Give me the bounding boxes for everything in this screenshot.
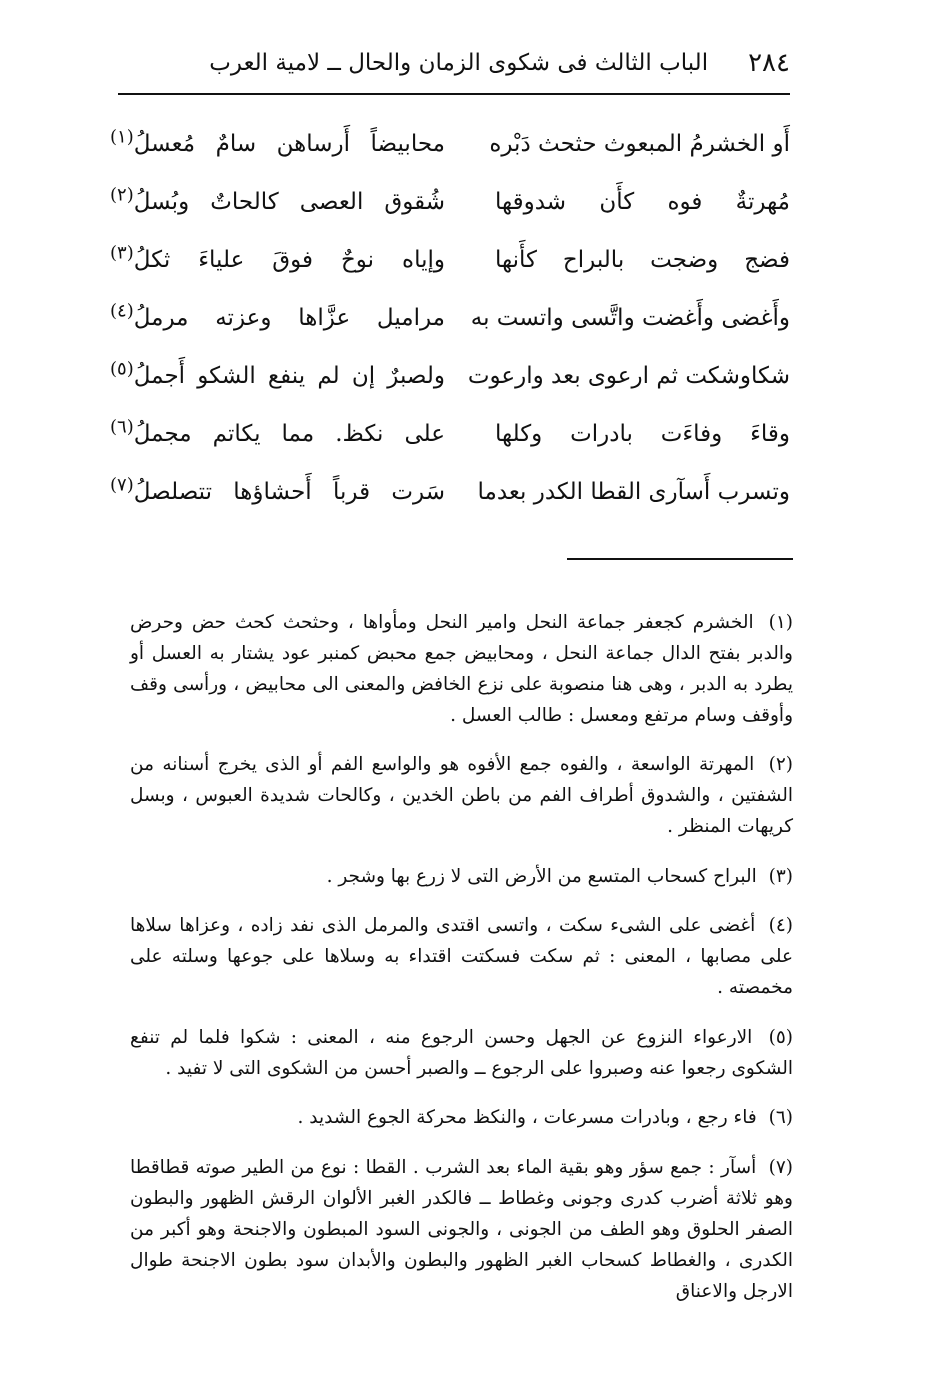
footnote-number: (٦) (768, 1107, 793, 1128)
page-number: ٢٨٤ (748, 48, 790, 78)
verse (110, 115, 790, 173)
footnote-text: الارعواء النزوع عن الجهل وحسن الرجوع منه ، المعنى : شكوا فلما لم تنفع الشكوى رجعوا عنه وصبروا على الرجوع ــ والصبر أحسن من الشكوى التى لا تفيد . (130, 1026, 793, 1079)
verse (110, 289, 790, 347)
verse-first-hemistich: وتسرب أَسآرى القطا الكدر بعدما (477, 479, 790, 505)
verse-second-hemistich-text: شُقوق العصى كالحاتٌ وبُسلُ (133, 189, 445, 215)
page-header (118, 38, 790, 88)
footnote (130, 1102, 793, 1133)
footnote-reference: (٦) (110, 416, 134, 438)
verse (110, 463, 790, 521)
footnote (130, 1022, 793, 1084)
verse-first-hemistich: وقاءَ وفاءَت بادرات وكلها (495, 421, 790, 447)
footnote-number: (٥) (768, 1026, 793, 1048)
verse-second-hemistich-text: محابيضاً أَرساهن سامٌ مُعسلُ (133, 131, 445, 157)
verse-second-hemistich (110, 463, 445, 521)
footnote-text: أغضى على الشىء سكت ، واتسى اقتدى والمرمل الذى نفد زاده ، وعزاها سلاها على مصابها ، المعنى : ثم سكت فسكتت اقتداء به وسلاها على جوعها وسلته على مخمصته . (130, 915, 793, 998)
verse-second-hemistich-text: ولصبرٌ إن لم ينفع الشكو أَجملُ (133, 363, 445, 389)
footnote (130, 607, 793, 731)
verse-first-hemistich: أَو الخشرمُ المبعوث حثحث دَبْره (489, 131, 790, 157)
verse-second-hemistich (110, 347, 445, 405)
verse-second-hemistich-text: مراميل عزَّاها وعزته مرملُ (133, 305, 445, 331)
verse-second-hemistich (110, 115, 445, 173)
verse-first-hemistich: فضج وضجت بالبراح كأَنها (495, 247, 790, 273)
verse (110, 231, 790, 289)
footnote (130, 910, 793, 1003)
footnote-number: (٧) (768, 1156, 793, 1178)
verse-second-hemistich-text: على نكظ. مما يكاتم مجملُ (133, 421, 445, 447)
footnote (130, 1152, 793, 1307)
footnote-number: (١) (768, 611, 793, 633)
footnote-reference: (٤) (110, 300, 134, 322)
footnote-reference: (٣) (110, 242, 134, 264)
verse-first-hemistich: وأَغضى وأَغضت واتَّسى واتست به (470, 305, 790, 331)
footnote-reference: (١) (110, 126, 134, 148)
footnote (130, 861, 793, 892)
footnote-reference: (٢) (110, 184, 134, 206)
footnote-number: (٣) (768, 865, 793, 887)
footnote-number: (٢) (768, 754, 793, 775)
running-title: الباب الثالث فى شكوى الزمان والحال ــ لامية العرب (209, 50, 709, 76)
footnote-reference: (٧) (110, 474, 134, 496)
footnote-number: (٤) (768, 915, 793, 936)
verse (110, 173, 790, 231)
verse-second-hemistich (110, 405, 445, 463)
verse (110, 405, 790, 463)
footnotes (130, 588, 793, 1317)
verse-second-hemistich (110, 289, 445, 347)
verse-first-hemistich: شكاوشكت ثم ارعوى بعد وارعوت (467, 363, 790, 389)
footnote-text: أسآر : جمع سؤر وهو بقية الماء بعد الشرب . القطا : نوع من الطير صوته قطاقطا وهو ثلاثة أضرب كدرى وجونى وغطاط ــ فالكدر الغبر الألوان الرقش الظهور والبطون الصفر الحلوق وهو الطف من الجونى ، والجونى السود المبطون والاجنحة وهو أكبر من الكدرى ، والغطاط كسحاب الغبر الظهور والبطون والأبدان سود بطون الاجنحة طوال الارجل والاعناق (130, 1156, 793, 1302)
footnote-text: فاء رجع ، وبادرات مسرعات ، والنكظ محركة الجوع الشديد . (297, 1107, 757, 1128)
verse-second-hemistich-text: سَرت قرباً أَحشاؤها تتصلصلُ (133, 479, 445, 505)
verse (110, 347, 790, 405)
footnote-separator (567, 558, 793, 560)
verse-first-hemistich: مُهرتةٌ فوه كأَن شدوقها (495, 189, 790, 215)
footnote-text: الخشرم كجعفر جماعة النحل وامير النحل ومأواها ، وحثحث كحث حض وحرض والدبر بفتح الدال جماعة النحل ، ومحابيض جمع محبض كمنبر عود يشتار به العسل أو يطرد به الدبر ، وهى هنا منصوبة على نزع الخافض والمعنى الى محابيض ، ورأسى وقف وأوقف وسام مرتفع ومعسل : طالب العسل . (130, 611, 793, 726)
verse-second-hemistich (110, 231, 445, 289)
footnote-text: المهرتة الواسعة ، والفوه جمع الأفوه هو والواسع الفم أو الذى يخرج أسنانه من الشفتين ، والشدوق أطراف الفم من باطن الخدين ، وكالحات شديدة العبوس ، وبسل كريهات المنظر . (130, 754, 793, 837)
footnote (130, 749, 793, 842)
verse-second-hemistich-text: وإياه نوحٌ فوقَ علياءَ ثكلُ (133, 247, 445, 273)
footnote-reference: (٥) (110, 358, 134, 380)
footnote-text: البراح كسحاب المتسع من الأرض التى لا زرع بها وشجر . (326, 865, 757, 887)
header-rule (118, 93, 790, 95)
verse-second-hemistich (110, 173, 445, 231)
poem (110, 115, 790, 521)
